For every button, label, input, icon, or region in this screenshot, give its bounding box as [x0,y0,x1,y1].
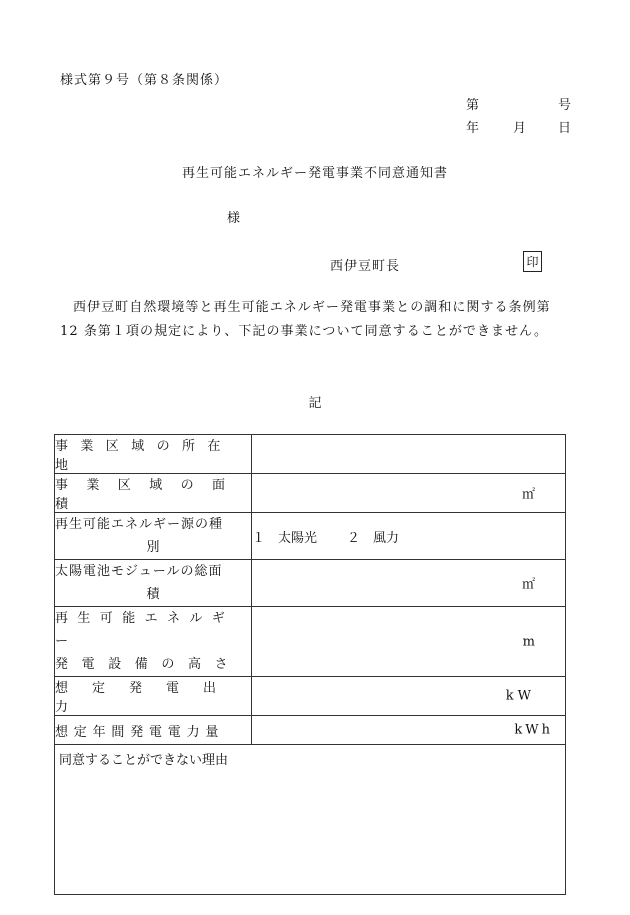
number-label: 第 [466,98,480,113]
location-label [55,435,251,473]
output-value-cell[interactable] [252,677,566,716]
module-value-cell[interactable] [252,560,566,607]
reason-label: 同意することができない理由 [59,753,229,768]
output-unit: kW [505,688,535,704]
height-label-cell [55,607,252,677]
addressee-suffix: 様 [227,211,241,226]
height-label-line1: 再生可能エネルギー [55,611,235,649]
area-label-text: 事業区域の面積 [55,478,244,512]
table-row [55,745,566,895]
table-row [55,513,566,560]
annual-label-text: 想定年間発電電力量 [55,724,225,740]
table-row [55,474,566,513]
date-month-label: 月 [513,121,527,136]
number-suffix: 号 [558,98,572,113]
module-label-cell [55,560,252,607]
table-row [55,716,566,745]
reason-cell[interactable] [55,745,566,895]
area-value-cell[interactable] [252,474,566,513]
output-label-cell [55,677,252,716]
area-unit: ㎡ [521,487,535,503]
date-year-label: 年 [466,121,480,136]
table-row [55,607,566,677]
location-value-cell[interactable] [252,435,566,474]
annual-unit: kWh [514,722,553,738]
height-value-cell[interactable] [252,607,566,677]
location-label-cell [55,435,252,474]
table-row [55,560,566,607]
energy-label-cell [55,513,252,560]
module-label-line2: 積 [146,587,160,602]
energy-label-line1: 再生可能エネルギー源の種 [55,517,224,532]
document-title: 再生可能エネルギー発電事業不同意通知書 [181,166,448,181]
area-label-cell [55,474,252,513]
energy-label-line2: 別 [146,540,160,555]
form-number: 様式第９号（第８条関係） [60,73,229,88]
height-label-line2: 発電設備の高さ [55,657,242,672]
annual-value-cell[interactable] [252,716,566,745]
module-label-line1: 太陽電池モジュールの総面 [55,564,223,579]
ki-heading: 記 [308,396,322,411]
date-day-label: 日 [558,121,572,136]
energy-value-cell[interactable] [252,513,566,560]
energy-option-solar[interactable]: １ 太陽光 [252,530,318,546]
table-row [55,435,566,474]
issuer-name: 西伊豆町長 [330,259,401,274]
module-unit: ㎡ [521,577,535,593]
height-unit: m [522,634,535,649]
output-label-text: 想定発電出力 [55,681,241,715]
table-row [55,677,566,716]
location-label-text: 事業区域の所在地 [55,439,233,473]
annual-label-cell [55,716,252,745]
body-paragraph: 西伊豆町自然環境等と再生可能エネルギー発電事業との調和に関する条例第 12 条第１項の規定により、下記の事業について同意することができません。 [60,300,551,339]
seal-box: 印 [523,251,542,272]
energy-option-wind[interactable]: ２ 風力 [347,530,400,546]
notice-table [54,434,566,895]
